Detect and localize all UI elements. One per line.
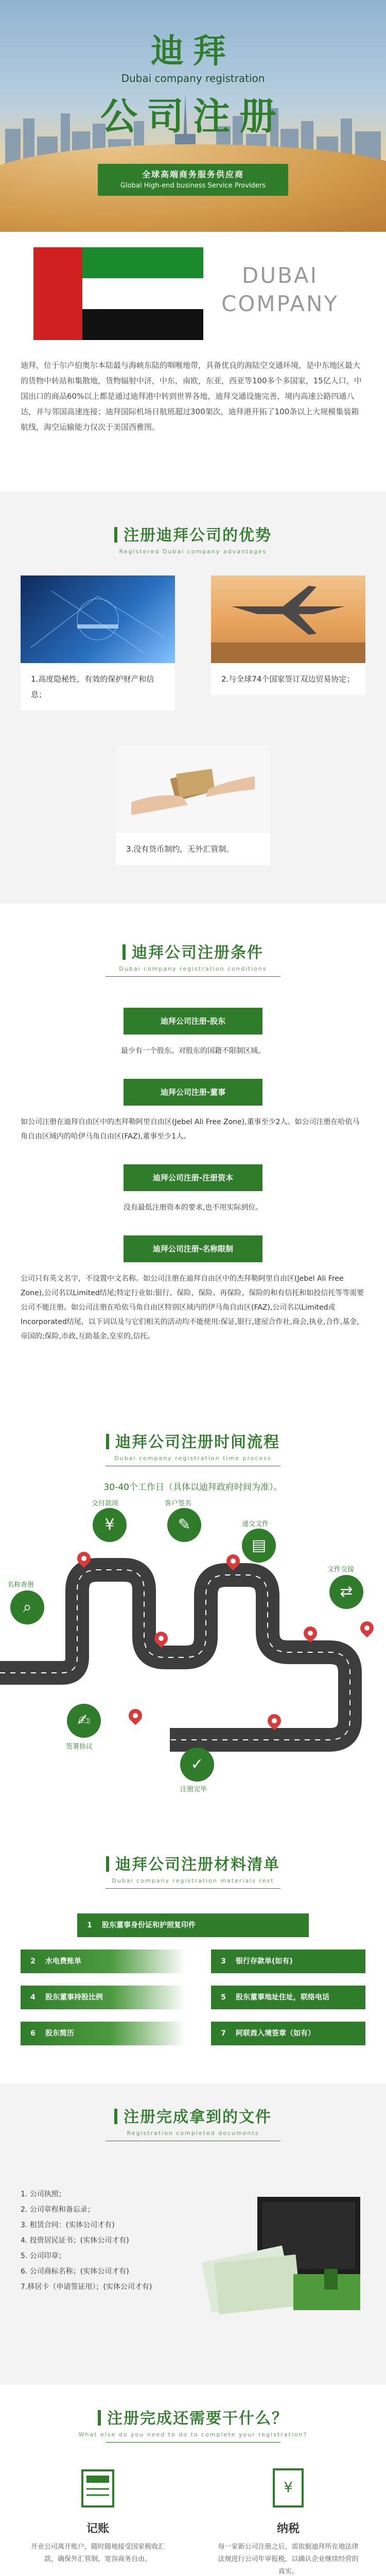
document-item: 3. 租赁合同：(实体公司才有)	[21, 2221, 115, 2229]
submit-document-icon: ▤	[242, 1529, 276, 1563]
agreement-icon: ✍	[67, 1704, 101, 1738]
documents-subtitle: Registration completed documents	[127, 2130, 259, 2137]
ledger-icon	[73, 2463, 122, 2513]
advantage-card-3	[116, 745, 270, 865]
tagline-en: Global High-end business Service Providers	[120, 182, 266, 190]
step-label-submit: 递交文件	[242, 1520, 269, 1528]
hero-title-line2: 公司注册	[100, 95, 286, 138]
condition-text-shareholder: 最少有一个股东。对股东的国籍不限制区域。	[121, 1047, 265, 1055]
services-header	[0, 2405, 386, 2443]
uae-flag-icon	[33, 247, 203, 340]
documents-section	[0, 2083, 386, 2385]
material-item-3: 3 银行存款单(如有)	[211, 1950, 365, 1973]
document-item: 7.移居卡（申请签证用）；(实体公司才有)	[21, 2283, 152, 2291]
documents-title: 注册完成拿到的文件	[124, 2108, 272, 2126]
document-item: 5. 公司印章；	[21, 2252, 66, 2260]
condition-text-capital: 没有最低注册资本的要求,也不用实际到位。	[123, 1204, 263, 1212]
document-handover-icon: ⇄	[329, 1575, 363, 1609]
materials-header	[0, 1852, 386, 1889]
hero-tagline-band	[98, 164, 288, 196]
name-search-icon: ⌕	[10, 1590, 44, 1624]
advantages-title: 注册迪拜公司的优势	[124, 527, 272, 545]
document-item: 6. 公司商标名称；(实体公司才有)	[21, 2267, 129, 2276]
condition-text-director: 如公司注册在迪拜自由区中的杰拜勒阿里自由区(Jebel Ali Free Zone),董事至少2人。如公司注册在哈依马角自由区域内的哈伊马角自由区(FAZ),董事至少1人。	[21, 1118, 360, 1141]
tax-receipt-icon	[264, 2463, 313, 2513]
conditions-title: 迪拜公司注册条件	[132, 944, 264, 962]
documents-header	[0, 2104, 386, 2141]
intro-paragraph: 迪拜，位于尔卢伯奥尔本陆最与海峡东陆的咽喉地带，具备优良的海陆空交通环境，是中东地区最大的货物中转站和集散地，货物辐射中济，中东，南欧，东亚，西亚等100多个多国家，15亿人口，中国出口的商品60%以上都是通过迪拜港中转到世界各地，迪拜交通设施完善，境内高速公路四通八达，并与邻国高速连接；迪拜国际机场日航班超过300架次，迪拜港开拓了100条以上大规模集装箱航线，海空运输能力仅次于美国西雅图。	[21, 361, 362, 432]
step-label-signature: 客户签名	[165, 1500, 192, 1507]
registration-complete-icon: ✓	[180, 1748, 214, 1782]
flag-row	[0, 232, 386, 350]
advantages-subtitle: Registered Dubai company advantages	[119, 548, 267, 555]
hero-banner	[0, 0, 386, 232]
advantages-section	[0, 492, 386, 904]
company-kit-image	[196, 2192, 371, 2315]
services-title: 注册完成还需要干什么？	[107, 2410, 288, 2428]
materials-title: 迪拜公司注册材料清单	[115, 1856, 280, 1874]
advantage-card-1	[21, 575, 175, 710]
timeline-duration-note: 30-40个工作日（具体以迪拜政府时间为准）。	[103, 1482, 283, 1493]
svg-text:¥: ¥	[284, 2479, 293, 2496]
material-item-2: 2 水电费账单	[21, 1950, 185, 1973]
hero-subtitle-en: Dubai company registration	[121, 72, 265, 84]
material-item-1: 1 股东董事身份证和护照复印件	[77, 1913, 309, 1937]
payment-icon: ¥	[93, 1508, 127, 1542]
airplane-cargo-image	[211, 575, 365, 663]
services-section	[0, 2385, 386, 2576]
hero-title-line1: 迪拜	[151, 32, 235, 71]
materials-section	[0, 1841, 386, 2083]
materials-subtitle: Dubai company registration materials rest	[112, 1877, 274, 1884]
conditions-section	[0, 904, 386, 1424]
conditions-header	[0, 940, 386, 977]
condition-label-capital: 迪拜公司注册-注册资本	[124, 1164, 262, 1191]
advantage-card-2	[211, 575, 365, 695]
timeline-road-map	[0, 1500, 386, 1793]
step-label-handover: 文件交接	[327, 1566, 355, 1573]
digital-network-image	[21, 575, 175, 663]
advantage-caption-2: 2.与全球74个国家签订双边贸易协定；	[221, 674, 355, 684]
document-item: 1. 公司执照；	[21, 2190, 66, 2198]
advantage-caption-1: 1.高度隐秘性，有效的保护财产和信息；	[31, 674, 154, 699]
timeline-title: 迪拜公司注册时间流程	[115, 1433, 280, 1451]
tagline-cn: 全球高端商务服务供应商	[142, 170, 244, 179]
material-item-5: 5 股东董事地址住址，联络电话	[211, 1986, 365, 2009]
advantage-caption-3: 3.没有货币制约，无外汇管制。	[126, 844, 234, 854]
services-subtitle: What else do you need to do to complete your registration?	[78, 2431, 308, 2438]
signature-icon: ✎	[167, 1508, 201, 1542]
timeline-header	[0, 1429, 386, 1466]
documents-list	[21, 2187, 170, 2295]
step-label-payment: 交付款项	[92, 1500, 119, 1507]
step-label-complete: 注册完毕	[180, 1786, 207, 1793]
material-item-4: 4 股东董事持股比例	[21, 1986, 185, 2009]
service-bookkeeping: 记账 开业公司离开账户，随时随地接受国家税收汇款，确保外汇管制，宽容商务自由。	[21, 2463, 175, 2566]
condition-text-name: 公司只有英文名字，不设置中文名称。如公司注册在迪拜自由区中的杰拜勒阿里自由区(Jebel Ali Free Zone),公司名以Limited结尾;特定行业如:银行、保险、保险、再保险、保险的和有信托和如投信托等等需要公司不能注册。如公司注册在哈依马角自由区特别区域内的伊马角自由区(FAZ),公司名以Limited或Incorporated结尾，以下词以及与它们相关的活动均不能使用:保证,银行,建屋合作社,商会,执业,合作,基金,帝国的;保险,市政,互助基金,皇室的,信托。	[21, 1275, 364, 1341]
ghost-text-company: COMPANY	[221, 291, 339, 316]
condition-label-shareholder: 迪拜公司注册-股东	[124, 1008, 262, 1035]
material-item-6: 6 股东简历	[21, 2022, 185, 2045]
timeline-subtitle: Dubai company registration time process	[114, 1455, 272, 1462]
condition-label-director: 迪拜公司注册-董事	[124, 1079, 262, 1106]
timeline-section	[0, 1424, 386, 1841]
material-item-7: 7 阿联酋入境签章（如有）	[211, 2022, 365, 2045]
money-handshake-image	[116, 745, 270, 833]
step-label-name-search: 名称查册	[7, 1581, 34, 1589]
condition-label-name: 迪拜公司注册-名称限制	[124, 1235, 262, 1262]
document-item: 4. 投资居民证书；(实体公司才有)	[21, 2236, 129, 2245]
step-label-agreement: 签署协议	[66, 1743, 93, 1751]
document-item: 2. 公司章程和备忘录；	[21, 2206, 95, 2214]
service-tax: ¥ 纳税 每一家新公司注册之后，需依据迪拜所在地法律法规进行公司年审报税，以确认企业继续经营的真实。	[211, 2463, 365, 2576]
conditions-subtitle: Dubai company registration conditions	[119, 965, 267, 972]
advantages-header	[0, 522, 386, 555]
ghost-text-dubai: DUBAI	[242, 263, 319, 288]
